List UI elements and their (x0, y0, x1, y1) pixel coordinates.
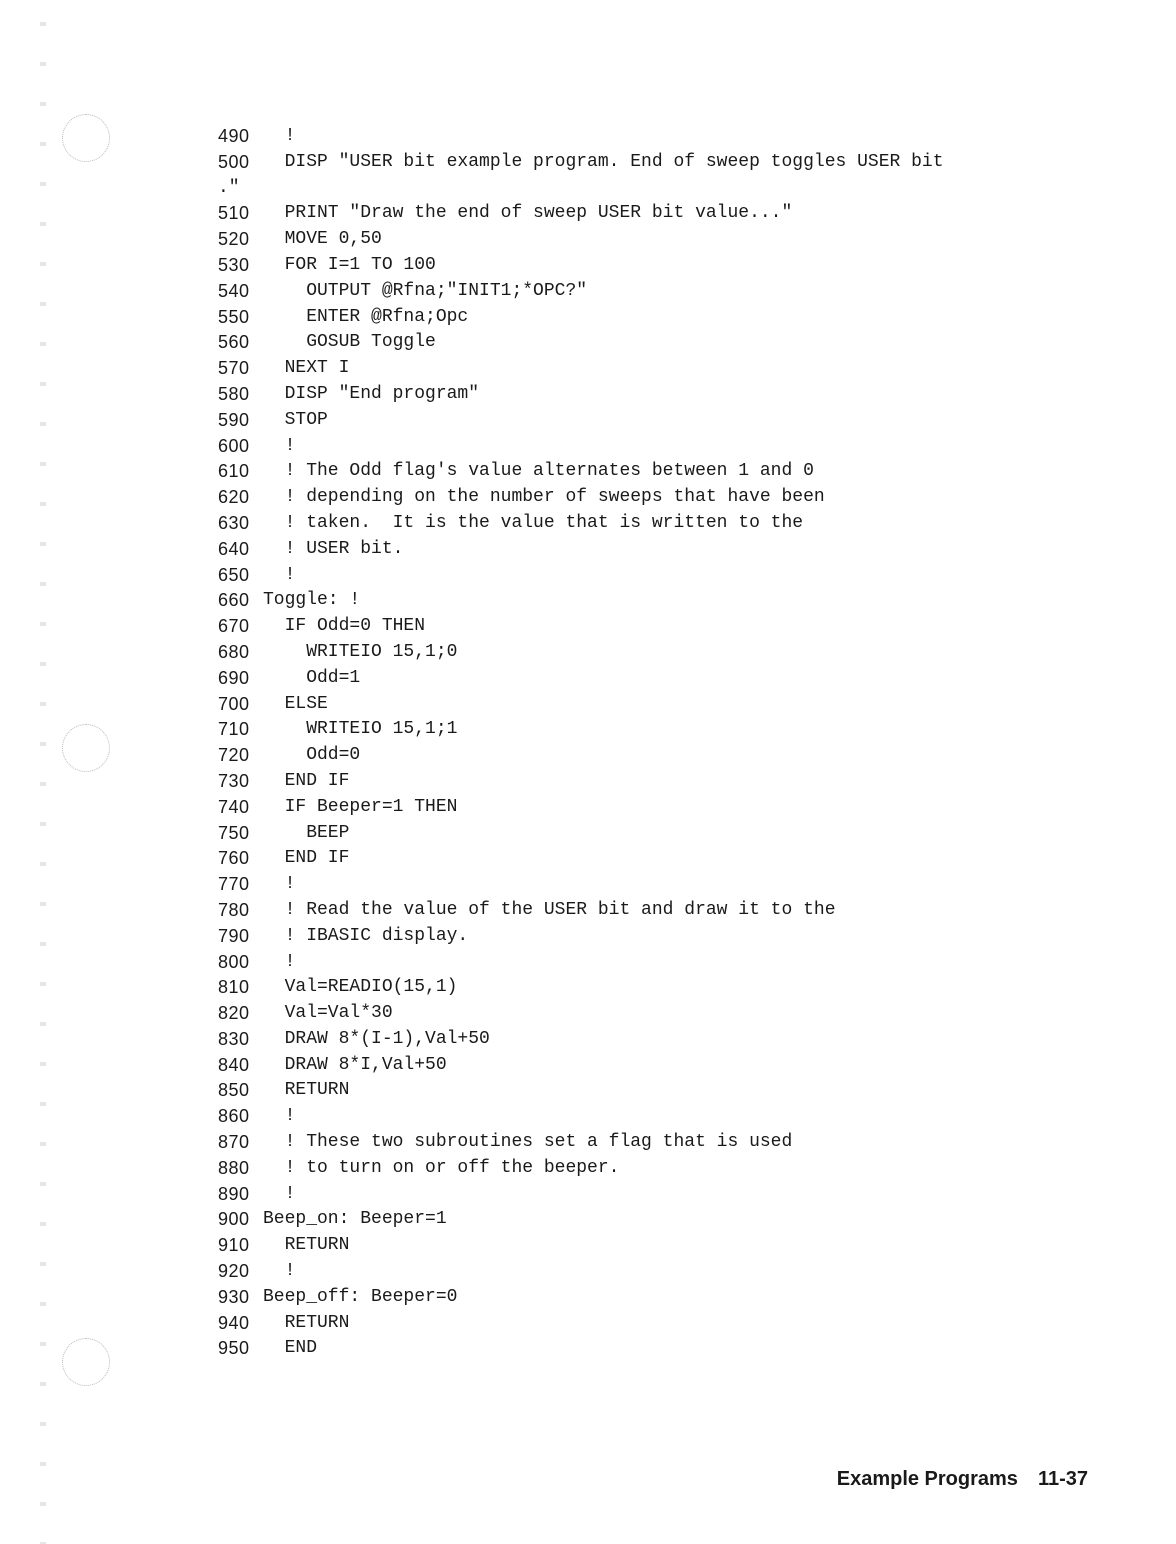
code-line (218, 846, 1118, 872)
code-line (218, 588, 1118, 614)
code-line (218, 1336, 1118, 1362)
line-number: 930 (218, 1286, 250, 1307)
code-line (218, 614, 1118, 640)
code-text: END IF (263, 770, 350, 791)
code-text: DRAW 8*(I-1),Val+50 (263, 1028, 490, 1049)
binder-hole (62, 724, 110, 772)
line-number: 880 (218, 1157, 250, 1178)
code-text: OUTPUT @Rfna;"INIT1;*OPC?" (263, 280, 588, 301)
code-text: PRINT "Draw the end of sweep USER bit value..." (263, 203, 793, 224)
code-text: ! IBASIC display. (263, 925, 469, 946)
code-text: ! to turn on or off the beeper. (263, 1157, 620, 1178)
code-text: STOP (263, 409, 328, 430)
code-line (218, 459, 1118, 485)
code-text: IF Beeper=1 THEN (263, 796, 458, 817)
code-line (218, 1104, 1118, 1130)
code-text: Toggle: ! (263, 590, 361, 611)
line-number: 790 (218, 925, 250, 946)
code-text: Odd=0 (263, 745, 361, 766)
code-text: Val=Val*30 (263, 1003, 393, 1024)
code-line (218, 150, 1118, 176)
code-text: ELSE (263, 693, 328, 714)
code-text: NEXT I (263, 358, 350, 379)
line-number: 670 (218, 616, 250, 637)
code-text: DISP "USER bit example program. End of sweep toggles USER bit (263, 151, 944, 172)
line-number: 740 (218, 796, 250, 817)
code-line (218, 253, 1118, 279)
code-text: ! (263, 1261, 296, 1282)
line-number: 900 (218, 1209, 250, 1230)
code-line (218, 975, 1118, 1001)
line-number: 760 (218, 848, 250, 869)
code-line (218, 769, 1118, 795)
line-number: 580 (218, 383, 250, 404)
code-line (218, 279, 1118, 305)
line-number: 720 (218, 745, 250, 766)
code-line (218, 537, 1118, 563)
code-line (218, 1130, 1118, 1156)
line-number: 560 (218, 332, 250, 353)
code-text: ! (263, 874, 296, 895)
code-text: ! (263, 564, 296, 585)
code-line (218, 305, 1118, 331)
line-number: 640 (218, 538, 250, 559)
code-line (218, 1207, 1118, 1233)
line-number: 490 (218, 126, 250, 146)
code-text: DISP "End program" (263, 383, 480, 404)
line-number: 920 (218, 1261, 250, 1282)
code-line (218, 485, 1118, 511)
code-line (218, 176, 1118, 202)
code-line (218, 1311, 1118, 1337)
line-number: 600 (218, 435, 250, 456)
code-text: END IF (263, 848, 350, 869)
code-line (218, 408, 1118, 434)
code-text: END (263, 1338, 318, 1359)
code-text: IF Odd=0 THEN (263, 616, 426, 637)
line-number: 850 (218, 1080, 250, 1101)
code-text: ! Read the value of the USER bit and draw it to the (263, 899, 836, 920)
line-number: 800 (218, 951, 250, 972)
line-number: 530 (218, 254, 250, 275)
line-number: 860 (218, 1106, 250, 1127)
code-line (218, 1027, 1118, 1053)
program-listing (218, 124, 1118, 1362)
line-number: 730 (218, 770, 250, 791)
line-number: 820 (218, 1003, 250, 1024)
code-text: ! (263, 1183, 296, 1204)
line-number: 610 (218, 461, 250, 482)
code-text: ! (263, 435, 296, 456)
line-number: 830 (218, 1028, 250, 1049)
code-text: ! (263, 126, 296, 146)
code-text: Beep_off: Beeper=0 (263, 1286, 458, 1307)
line-number: 840 (218, 1054, 250, 1075)
line-number: 700 (218, 693, 250, 714)
code-text: ! The Odd flag's value alternates between 1 and 0 (263, 461, 814, 482)
code-text: ! These two subroutines set a flag that is used (263, 1132, 793, 1153)
code-line (218, 1259, 1118, 1285)
code-text: RETURN (263, 1312, 350, 1333)
code-line (218, 898, 1118, 924)
code-line (218, 330, 1118, 356)
line-number: 710 (218, 719, 250, 740)
line-number: 690 (218, 667, 250, 688)
line-number: 680 (218, 641, 250, 662)
code-line (218, 1053, 1118, 1079)
line-number: 620 (218, 487, 250, 508)
code-text: GOSUB Toggle (263, 332, 436, 353)
line-number: 540 (218, 280, 250, 301)
code-text: MOVE 0,50 (263, 229, 382, 250)
line-number: 660 (218, 590, 250, 611)
code-text: FOR I=1 TO 100 (263, 254, 436, 275)
code-text: RETURN (263, 1235, 350, 1256)
footer-page-number: 11-37 (1037, 1468, 1088, 1490)
code-line (218, 743, 1118, 769)
code-line (218, 227, 1118, 253)
code-text: RETURN (263, 1080, 350, 1101)
line-number: 780 (218, 899, 250, 920)
code-text: Beep_on: Beeper=1 (263, 1209, 447, 1230)
code-line (218, 924, 1118, 950)
line-number: 520 (218, 229, 250, 250)
code-line (218, 1233, 1118, 1259)
code-text: ! taken. It is the value that is written to the (263, 512, 804, 533)
footer-section-title: Example Programs (836, 1468, 1018, 1490)
line-number: 570 (218, 358, 250, 379)
code-line (218, 201, 1118, 227)
code-line (218, 640, 1118, 666)
code-text: ! (263, 1106, 296, 1127)
code-text: WRITEIO 15,1;0 (263, 641, 458, 662)
code-text: ! (263, 951, 296, 972)
code-line (218, 563, 1118, 589)
line-number: 950 (218, 1338, 250, 1359)
code-line (218, 795, 1118, 821)
code-line (218, 124, 1118, 150)
line-number: 810 (218, 977, 250, 998)
scan-edge-marks (40, 0, 46, 1544)
code-line (218, 382, 1118, 408)
code-text: BEEP (263, 822, 350, 843)
line-number: 890 (218, 1183, 250, 1204)
line-number: 500 (218, 151, 250, 172)
code-line (218, 434, 1118, 460)
binder-hole (62, 1338, 110, 1386)
code-line (218, 872, 1118, 898)
line-number: 650 (218, 564, 250, 585)
code-line (218, 950, 1118, 976)
line-number: 510 (218, 203, 250, 224)
code-text: ENTER @Rfna;Opc (263, 306, 469, 327)
line-number: 590 (218, 409, 250, 430)
code-line (218, 511, 1118, 537)
binder-hole (62, 114, 110, 162)
code-line (218, 1078, 1118, 1104)
line-number: 870 (218, 1132, 250, 1153)
code-text: ." (218, 177, 240, 198)
code-text: DRAW 8*I,Val+50 (263, 1054, 447, 1075)
code-text: ! depending on the number of sweeps that have been (263, 487, 825, 508)
line-number: 770 (218, 874, 250, 895)
code-line (218, 692, 1118, 718)
line-number: 750 (218, 822, 250, 843)
code-line (218, 1156, 1118, 1182)
line-number: 550 (218, 306, 250, 327)
code-line (218, 1182, 1118, 1208)
line-number: 940 (218, 1312, 250, 1333)
code-text: Odd=1 (263, 667, 361, 688)
line-number: 910 (218, 1235, 250, 1256)
code-text: Val=READIO(15,1) (263, 977, 458, 998)
code-line (218, 717, 1118, 743)
code-text: WRITEIO 15,1;1 (263, 719, 458, 740)
code-line (218, 1001, 1118, 1027)
page-footer (837, 1468, 1088, 1491)
code-line (218, 666, 1118, 692)
code-line (218, 1285, 1118, 1311)
code-line (218, 356, 1118, 382)
line-number: 630 (218, 512, 250, 533)
code-line (218, 821, 1118, 847)
code-text: ! USER bit. (263, 538, 404, 559)
